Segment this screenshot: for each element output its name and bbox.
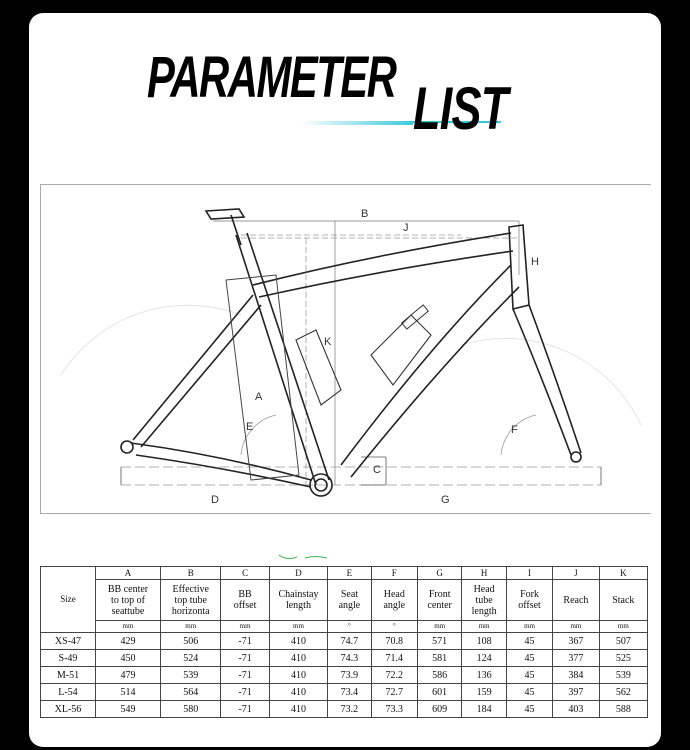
column-header-line: Fork xyxy=(520,589,539,600)
value-cell: 506 xyxy=(161,633,221,650)
table-row xyxy=(41,701,648,718)
value-cell: 367 xyxy=(553,633,599,650)
column-header xyxy=(161,580,221,621)
value-cell: 73.9 xyxy=(328,667,371,684)
dim-label-e: E xyxy=(246,421,254,433)
value-cell: 72.7 xyxy=(371,684,417,701)
column-header-line: Head xyxy=(383,589,405,600)
value-cell: 410 xyxy=(269,701,328,718)
table-row xyxy=(41,684,648,701)
value-cell: 539 xyxy=(599,667,647,684)
column-letter: J xyxy=(553,567,599,580)
table-row xyxy=(41,667,648,684)
unit-cell: mm xyxy=(599,621,647,633)
unit-cell: mm xyxy=(161,621,221,633)
column-letter: K xyxy=(599,567,647,580)
column-letter: C xyxy=(221,567,269,580)
column-header-line: tube xyxy=(475,594,493,606)
column-header xyxy=(221,580,269,621)
title-accent-line xyxy=(301,121,413,125)
column-header xyxy=(553,580,599,621)
unit-cell: mm xyxy=(417,621,461,633)
value-cell: 73.3 xyxy=(371,701,417,718)
title-parameter: PARAMETER xyxy=(147,45,396,110)
dim-label-a: A xyxy=(255,391,263,403)
column-header-line: center xyxy=(427,600,452,611)
value-cell: 71.4 xyxy=(371,650,417,667)
size-cell: L-54 xyxy=(41,684,96,701)
column-letter: I xyxy=(506,567,552,580)
value-cell: 562 xyxy=(599,684,647,701)
column-header-line: BB xyxy=(238,589,252,600)
column-header-line: Head xyxy=(473,583,495,595)
column-header xyxy=(599,580,647,621)
column-header xyxy=(462,580,506,621)
value-cell: 410 xyxy=(269,633,328,650)
value-cell: 549 xyxy=(95,701,160,718)
value-cell: 507 xyxy=(599,633,647,650)
value-cell: 45 xyxy=(506,667,552,684)
size-cell: XS-47 xyxy=(41,633,96,650)
unit-cell: ° xyxy=(328,621,371,633)
column-header-line: Effective xyxy=(172,583,209,595)
unit-cell: mm xyxy=(95,621,160,633)
column-header-line: angle xyxy=(383,600,406,611)
value-cell: 588 xyxy=(599,701,647,718)
value-cell: 581 xyxy=(417,650,461,667)
unit-cell: mm xyxy=(221,621,269,633)
column-header-line: length xyxy=(285,600,311,611)
size-cell: S-49 xyxy=(41,650,96,667)
parameter-sheet xyxy=(29,13,661,747)
column-header-line: Seat xyxy=(340,589,359,600)
column-header-line: Stack xyxy=(612,594,635,606)
value-cell: 525 xyxy=(599,650,647,667)
column-header xyxy=(417,580,461,621)
value-cell: 74.7 xyxy=(328,633,371,650)
column-header xyxy=(506,580,552,621)
geometry-table xyxy=(40,566,648,718)
column-letter: E xyxy=(328,567,371,580)
column-letter: D xyxy=(269,567,328,580)
column-header-line: horizonta xyxy=(171,605,210,617)
column-letter: H xyxy=(462,567,506,580)
value-cell: 609 xyxy=(417,701,461,718)
dim-label-d: D xyxy=(211,494,219,506)
dim-label-b: B xyxy=(361,208,369,220)
value-cell: 73.2 xyxy=(328,701,371,718)
value-cell: 108 xyxy=(462,633,506,650)
column-header-line: Reach xyxy=(563,594,589,606)
column-header-line: top tube xyxy=(174,594,207,606)
value-cell: 72.2 xyxy=(371,667,417,684)
value-cell: 580 xyxy=(161,701,221,718)
value-cell: 45 xyxy=(506,633,552,650)
column-header-row xyxy=(41,580,648,621)
value-cell: 74.3 xyxy=(328,650,371,667)
value-cell: 384 xyxy=(553,667,599,684)
unit-cell: mm xyxy=(553,621,599,633)
value-cell: 377 xyxy=(553,650,599,667)
size-header: Size xyxy=(41,567,96,633)
dim-label-c: C xyxy=(373,464,381,476)
column-header-line: offset xyxy=(518,600,541,611)
value-cell: -71 xyxy=(221,650,269,667)
value-cell: 410 xyxy=(269,684,328,701)
value-cell: 514 xyxy=(95,684,160,701)
table-row xyxy=(41,633,648,650)
column-header-line: Chainstay xyxy=(278,589,319,600)
frame-geometry-diagram xyxy=(40,184,651,514)
value-cell: 136 xyxy=(462,667,506,684)
value-cell: 184 xyxy=(462,701,506,718)
column-letter: G xyxy=(417,567,461,580)
column-header xyxy=(95,580,160,621)
column-header-line: length xyxy=(471,605,497,617)
value-cell: -71 xyxy=(221,684,269,701)
column-header-line: seattube xyxy=(111,605,145,617)
unit-cell: ° xyxy=(371,621,417,633)
value-cell: -71 xyxy=(221,633,269,650)
value-cell: 45 xyxy=(506,701,552,718)
dim-label-h: H xyxy=(531,256,539,268)
value-cell: 124 xyxy=(462,650,506,667)
unit-row xyxy=(41,621,648,633)
bike-frame-drawing xyxy=(41,185,651,513)
value-cell: 571 xyxy=(417,633,461,650)
column-header-line: BB center xyxy=(107,583,149,595)
column-header xyxy=(269,580,328,621)
column-header xyxy=(371,580,417,621)
unit-cell: mm xyxy=(269,621,328,633)
value-cell: -71 xyxy=(221,667,269,684)
value-cell: 564 xyxy=(161,684,221,701)
column-header-line: offset xyxy=(233,600,257,611)
value-cell: 450 xyxy=(95,650,160,667)
value-cell: 73.4 xyxy=(328,684,371,701)
table-row xyxy=(41,650,648,667)
column-letter: A xyxy=(95,567,160,580)
unit-cell: mm xyxy=(462,621,506,633)
dim-label-j: J xyxy=(403,222,409,234)
value-cell: 524 xyxy=(161,650,221,667)
value-cell: 70.8 xyxy=(371,633,417,650)
column-letter-row xyxy=(41,567,648,580)
unit-cell: mm xyxy=(506,621,552,633)
value-cell: -71 xyxy=(221,701,269,718)
value-cell: 539 xyxy=(161,667,221,684)
dim-label-k: K xyxy=(324,336,332,348)
value-cell: 45 xyxy=(506,684,552,701)
size-cell: XL-56 xyxy=(41,701,96,718)
value-cell: 410 xyxy=(269,667,328,684)
column-header-line: angle xyxy=(338,600,361,611)
column-header-line: Front xyxy=(428,589,451,600)
column-header-line: to top of xyxy=(111,594,145,606)
value-cell: 586 xyxy=(417,667,461,684)
value-cell: 429 xyxy=(95,633,160,650)
column-letter: F xyxy=(371,567,417,580)
green-decoration xyxy=(277,553,337,561)
dim-label-g: G xyxy=(441,494,450,506)
size-cell: M-51 xyxy=(41,667,96,684)
value-cell: 45 xyxy=(506,650,552,667)
column-letter: B xyxy=(161,567,221,580)
value-cell: 410 xyxy=(269,650,328,667)
value-cell: 403 xyxy=(553,701,599,718)
value-cell: 397 xyxy=(553,684,599,701)
title-list: LIST xyxy=(413,75,508,142)
value-cell: 159 xyxy=(462,684,506,701)
column-header xyxy=(328,580,371,621)
dim-label-f: F xyxy=(511,424,518,436)
value-cell: 601 xyxy=(417,684,461,701)
value-cell: 479 xyxy=(95,667,160,684)
